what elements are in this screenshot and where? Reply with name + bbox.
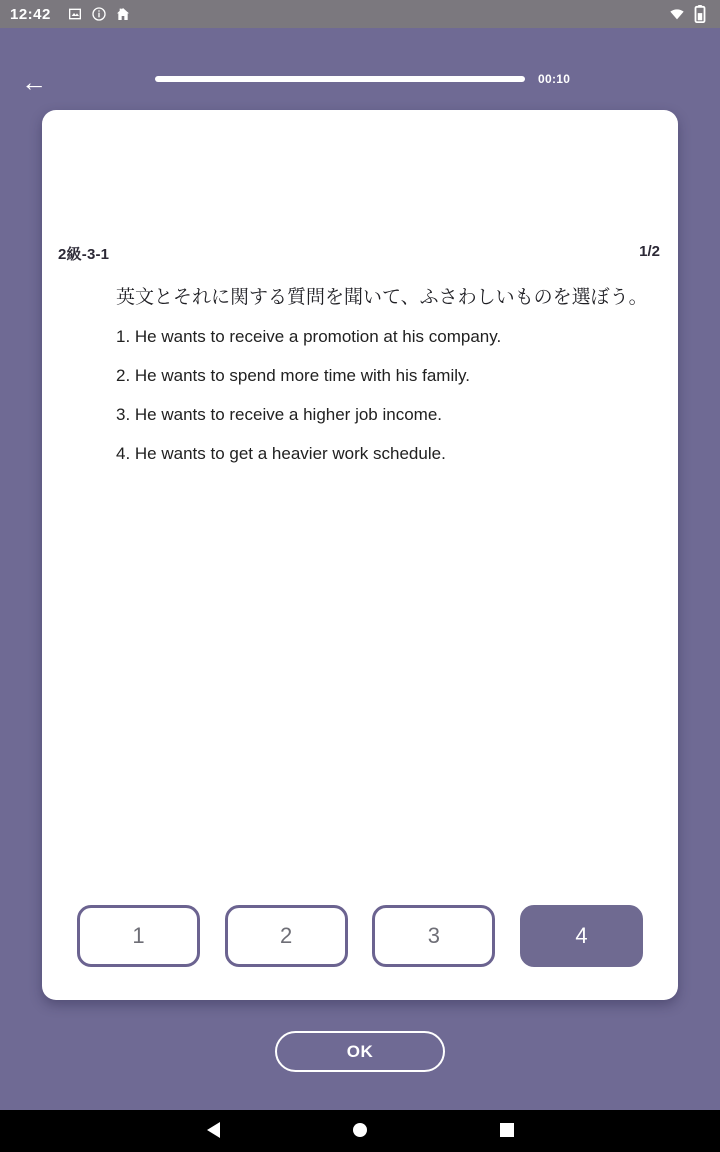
ok-button[interactable]: OK <box>275 1031 445 1072</box>
answer-button-1[interactable]: 1 <box>77 905 200 967</box>
android-nav-bar <box>0 1110 720 1152</box>
status-time: 12:42 <box>10 5 51 23</box>
option-3-text: 3. He wants to receive a higher job income. <box>116 405 443 424</box>
recents-square-icon <box>499 1122 515 1141</box>
answer-button-2[interactable]: 2 <box>225 905 348 967</box>
page-indicator: 1/2 <box>639 243 660 260</box>
home-circle-icon <box>351 1121 369 1142</box>
progress-bar <box>155 76 525 82</box>
info-icon <box>91 6 107 22</box>
nav-home-button[interactable] <box>340 1110 380 1152</box>
timer-label: 00:10 <box>538 72 571 86</box>
nav-back-button[interactable] <box>193 1110 233 1152</box>
app-header <box>0 28 720 97</box>
home-icon <box>115 6 131 22</box>
option-2-text: 2. He wants to spend more time with his family. <box>116 366 470 385</box>
answer-button-3[interactable]: 3 <box>372 905 495 967</box>
arrow-left-icon: ← <box>21 67 47 97</box>
battery-icon <box>694 5 706 23</box>
wifi-icon <box>668 6 686 22</box>
answer-button-row <box>77 905 643 967</box>
answer-button-4[interactable]: 4 <box>520 905 643 967</box>
option-1-text: 1. He wants to receive a promotion at his company. <box>116 327 502 346</box>
question-card <box>42 110 678 1000</box>
image-icon <box>67 6 83 22</box>
status-bar <box>0 0 720 28</box>
instruction-text: 英文とそれに関する質問を聞いて、ふさわしいものを選ぼう。 <box>116 287 648 308</box>
back-triangle-icon <box>204 1121 222 1142</box>
question-body <box>116 278 654 473</box>
back-button[interactable] <box>18 66 50 98</box>
question-id: 2級-3-1 <box>58 246 110 263</box>
option-4-text: 4. He wants to get a heavier work schedule. <box>116 444 446 463</box>
nav-recents-button[interactable] <box>487 1110 527 1152</box>
